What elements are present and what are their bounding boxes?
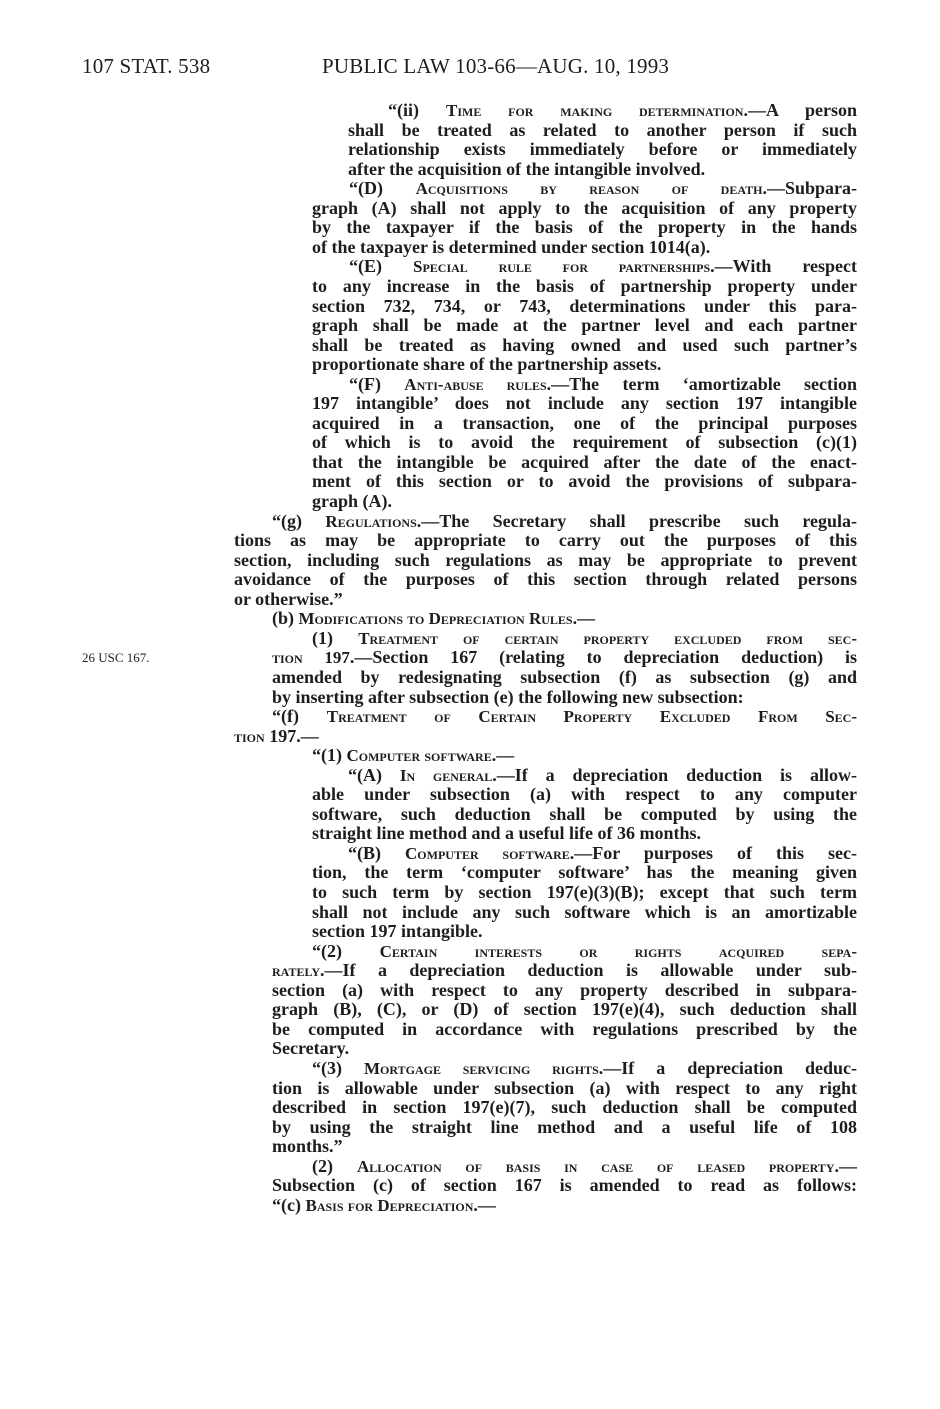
text-line [272,511,857,531]
text-line [312,217,857,237]
text-line [349,178,857,198]
text: .—A person [743,100,857,120]
text-line [349,374,857,394]
text-line [272,1019,857,1039]
small-caps-heading: Mortgage servicing rights [364,1058,599,1078]
text: .—Section 167 (relating to depreciation deduction) is [349,647,857,668]
small-caps-heading: Treatment of certain property excluded from sec- [358,628,857,648]
small-caps-heading: rately [272,961,321,981]
text: tion, the term ‘computer software’ has the meaning given [312,862,857,883]
text: .—The Secretary shall prescribe such regula- [416,510,857,531]
text: that the intangible be acquired after the date of the enact- [312,451,857,472]
text: shall be treated as related to another person if such [348,119,857,140]
text-line [272,1195,857,1215]
text: shall not include any such software which is an amortizable [312,901,857,922]
text: Secretary. [272,1038,350,1059]
text: (b) [272,608,299,629]
text-line [312,823,857,843]
text: .—The term ‘amortizable section [546,373,857,394]
text: to such term by section 197(e)(3)(B); except that such term [312,882,857,902]
text: “(E) [349,256,414,277]
text: shall be treated as having owned and used such partner’s [312,334,857,355]
text: “(c) [272,1194,306,1215]
text: months.” [272,1136,343,1157]
text-line [272,706,857,726]
text: straight line method and a useful life of 36 months. [312,823,702,844]
text: .—For purposes of this sec- [569,842,857,863]
text: “(A) [348,764,400,785]
text: .—If a depreciation deduc- [598,1057,857,1078]
running-header: PUBLIC LAW 103-66—AUG. 10, 1993 [322,54,670,78]
text: ment of this section or to avoid the provisions of subpara- [312,471,857,492]
small-caps-heading: Anti-abuse rules [404,374,547,394]
text: to any increase in the basis of partnership property under [312,275,857,296]
text-line [272,980,857,1000]
text: .—Subpara- [762,178,857,199]
text-line [312,276,857,296]
text-line [272,647,857,667]
text: (2) [312,1155,357,1176]
text-line [312,296,857,316]
text: amended by redesignating subsection (f) as subsection (g) and [272,666,857,687]
text-line [312,471,857,491]
text-line [348,120,857,140]
text-line [312,628,857,648]
text: after the acquisition of the intangible involved. [348,158,706,179]
text: .— [491,745,515,766]
text: “(f) [272,706,327,727]
text: “(3) [312,1057,365,1078]
text-line [312,784,857,804]
text-line [272,1038,857,1058]
text: “(ii) [388,100,447,120]
text-line [272,687,857,707]
text-line [312,1058,857,1078]
text-line [312,198,857,218]
text: of the taxpayer is determined under section 1014(a). [312,236,711,257]
text: proportionate share of the partnership assets. [312,354,662,375]
text-line [312,921,857,941]
text-line [312,902,857,922]
small-caps-heading: Basis for Depreciation [305,1195,474,1215]
text: 197 intangible’ does not include any section 197 intangible [312,393,857,414]
text-line [272,1136,857,1156]
text: .— [572,608,596,629]
text: be computed in accordance with regulations prescribed by the [272,1018,857,1039]
text-line [234,589,857,609]
text: acquired in a transaction, one of the principal purposes [312,412,857,433]
text: graph (A). [312,491,392,511]
text: “(2) [312,940,380,961]
small-caps-heading: Computer software [346,746,492,766]
text: tions as may be appropriate to carry out the purposes of this [234,530,857,551]
text-line [272,960,857,980]
small-caps-heading: Treatment of Certain Property Excluded From Sec- [326,707,858,727]
small-caps-heading: Allocation of basis in case of leased property [356,1156,835,1176]
text-line [388,100,857,120]
text-line [272,1078,857,1098]
small-caps-heading: Certain interests or rights acquired sepa- [379,941,857,961]
small-caps-heading: In general [399,765,493,785]
margin-note: 26 USC 167. [82,650,150,665]
text-line [348,843,857,863]
text: “(F) [349,373,405,394]
text-line [312,393,857,413]
text: “(g) [272,510,326,531]
text-line [312,862,857,882]
text: section (a) with respect to any property described in subpara- [272,979,857,1000]
text: relationship exists immediately before or immediately [348,139,857,160]
text: of which is to avoid the requirement of subsection (c)(1) [312,432,857,453]
text: 197.— [264,725,319,746]
text: .—If a depreciation deduction is allowable under sub- [320,960,857,981]
text: by inserting after subsection (e) the following new subsection: [272,686,744,707]
text-line [312,804,857,824]
text-line [234,530,857,550]
text-line [234,569,857,589]
text: .— [834,1155,857,1176]
text-line [312,432,857,452]
text-line [272,1117,857,1137]
text-line [312,491,857,511]
text: section 732, 734, or 743, determinations under this para- [312,295,857,316]
small-caps-heading: tion 197 [272,648,350,668]
text: software, such deduction shall be computed by using the [312,803,857,824]
text-line [272,999,857,1019]
text: graph (A) shall not apply to the acquisition of any property [312,197,857,218]
text: .— [473,1194,496,1215]
text: described in section 197(e)(7), such deduction shall be computed [272,1097,857,1118]
text-line [312,413,857,433]
text-line [234,726,857,746]
small-caps-heading: Computer software [405,843,570,863]
text: (1) [312,627,359,648]
text-line [312,452,857,472]
page-citation: 107 STAT. 538 [82,54,211,78]
small-caps-heading: Acquisitions by reason of death [415,179,763,199]
small-caps-heading: Regulations [325,511,417,531]
text: graph shall be made at the partner level and each partner [312,315,857,336]
text: avoidance of the purposes of this section through related persons [234,569,857,590]
text: Subsection (c) of section 167 is amended to read as follows: [272,1175,857,1196]
text-line [348,159,857,179]
text-line [312,354,857,374]
text-line [312,745,857,765]
text: “(D) [349,178,416,199]
text: by using the straight line method and a useful life of 108 [272,1116,857,1137]
text-line [272,1175,857,1195]
text: “(B) [348,842,406,863]
text: or otherwise.” [234,588,343,609]
text-line [272,608,857,628]
text: section, including such regulations as may be appropriate to prevent [234,549,857,570]
text-line [312,941,857,961]
text: “(1) [312,745,347,766]
text-line [348,139,857,159]
text-line [312,1156,857,1176]
text-line [312,882,857,902]
small-caps-heading: Time for making determination [446,101,744,120]
text-line [272,667,857,687]
text-line [272,1097,857,1117]
text: .—With respect [710,256,857,277]
text: by the taxpayer if the basis of the property in the hands [312,217,857,238]
text-line [348,765,857,785]
text-line [312,335,857,355]
text: able under subsection (a) with respect to any computer [312,784,857,805]
small-caps-heading: Modifications to Depreciation Rules [298,609,573,629]
text-line [312,237,857,257]
small-caps-heading: tion [234,726,265,746]
text-line [312,315,857,335]
text: .—If a depreciation deduction is allow- [492,764,857,785]
text-line [234,550,857,570]
text: section 197 intangible. [312,921,483,942]
text-line [349,256,857,276]
small-caps-heading: Special rule for partnerships [413,257,711,277]
text: graph (B), (C), or (D) of section 197(e)(4), such deduction shall [272,999,857,1020]
text: tion is allowable under subsection (a) with respect to any right [272,1077,857,1098]
